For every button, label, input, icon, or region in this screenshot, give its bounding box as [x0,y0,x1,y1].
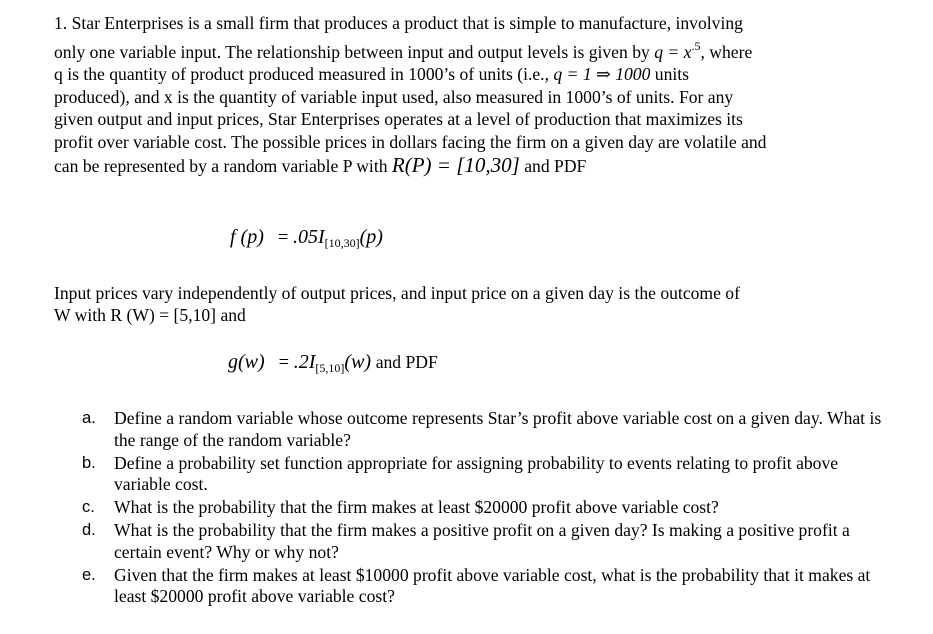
part-text: What is the probability that the firm makes a positive profit on a given day? Is making a positive profit a certain event? Why or why not? [114,519,850,562]
unit-example-math: q = 1 ⇒ 1000 [553,64,651,85]
question-parts-list [82,408,882,609]
question-part-c [82,497,882,519]
intro-line-1: 1. Star Enterprises is a small firm that produces a product that is simple to manufacture, involving [54,13,743,33]
question-part-e [82,565,882,609]
part-label: e. [82,565,96,584]
part-label: b. [82,453,96,472]
output-function-x: = x [663,41,692,62]
pdf-g-argument: (w) [344,351,372,373]
pdf-f-indicator-range: [10,30] [324,236,360,250]
part-text: What is the probability that the firm makes at least $20000 profit above variable cost? [114,497,719,518]
pdf-g-equals: = [278,353,290,373]
pdf-g-equation [228,351,438,376]
input-price-paragraph [54,282,914,326]
price-range-math: R(P) = [10,30] [391,152,520,177]
input-price-line-2: W with R (W) = [5,10] and [54,305,246,325]
pdf-f-lhs: f (p) [230,226,264,248]
intro-line-3: q is the quantity of product produced measured in 1000’s of units (i.e., q = 1 ⇒ 1000 units [54,64,690,85]
part-text: Given that the firm makes at least $10000 profit above variable cost, what is the probability that it makes at least $20000 profit above variable cost? [114,564,871,607]
part-label: d. [82,520,96,539]
pdf-g-indicator-range: [5,10] [315,361,345,375]
pdf-f-equals: = [277,228,289,248]
pdf-g-tail: and PDF [375,352,438,372]
part-label: a. [82,409,96,427]
problem-statement [54,12,914,177]
intro-line-5: given output and input prices, Star Enterprises operates at a level of production that maximizes its [54,109,743,130]
pdf-g-lhs: g(w) [228,351,265,373]
part-text: Define a probability set function appropriate for assigning probability to events relating to profit above variable cost. [114,452,839,495]
pdf-f-argument: (p) [359,226,383,248]
part-label: c. [82,498,95,517]
question-part-b [82,453,882,497]
intro-line-7: can be represented by a random variable P with R(P) = [10,30] and PDF [54,152,587,177]
pdf-f-equation [230,226,383,251]
question-part-a [82,408,882,452]
output-function-q: q [654,41,663,62]
part-text: Define a random variable whose outcome represents Star’s profit above variable cost on a given day. What is the range of the random variable? [114,408,882,450]
pdf-f-coefficient: .05I [292,226,325,248]
question-part-d [82,520,882,564]
intro-line-2: only one variable input. The relationship between input and output levels is given by $q = x^{.5}$, where [54,38,753,62]
intro-line-6: profit over variable cost. The possible prices in dollars facing the firm on a given day are volatile and [54,131,767,152]
output-function-exponent: .5 [691,38,701,53]
input-price-line-1: Input prices vary independently of output prices, and input price on a given day is the outcome of [54,283,740,303]
pdf-g-coefficient: .2I [293,351,316,373]
intro-line-4: produced), and x is the quantity of variable input used, also measured in 1000’s of units. For any [54,86,734,107]
